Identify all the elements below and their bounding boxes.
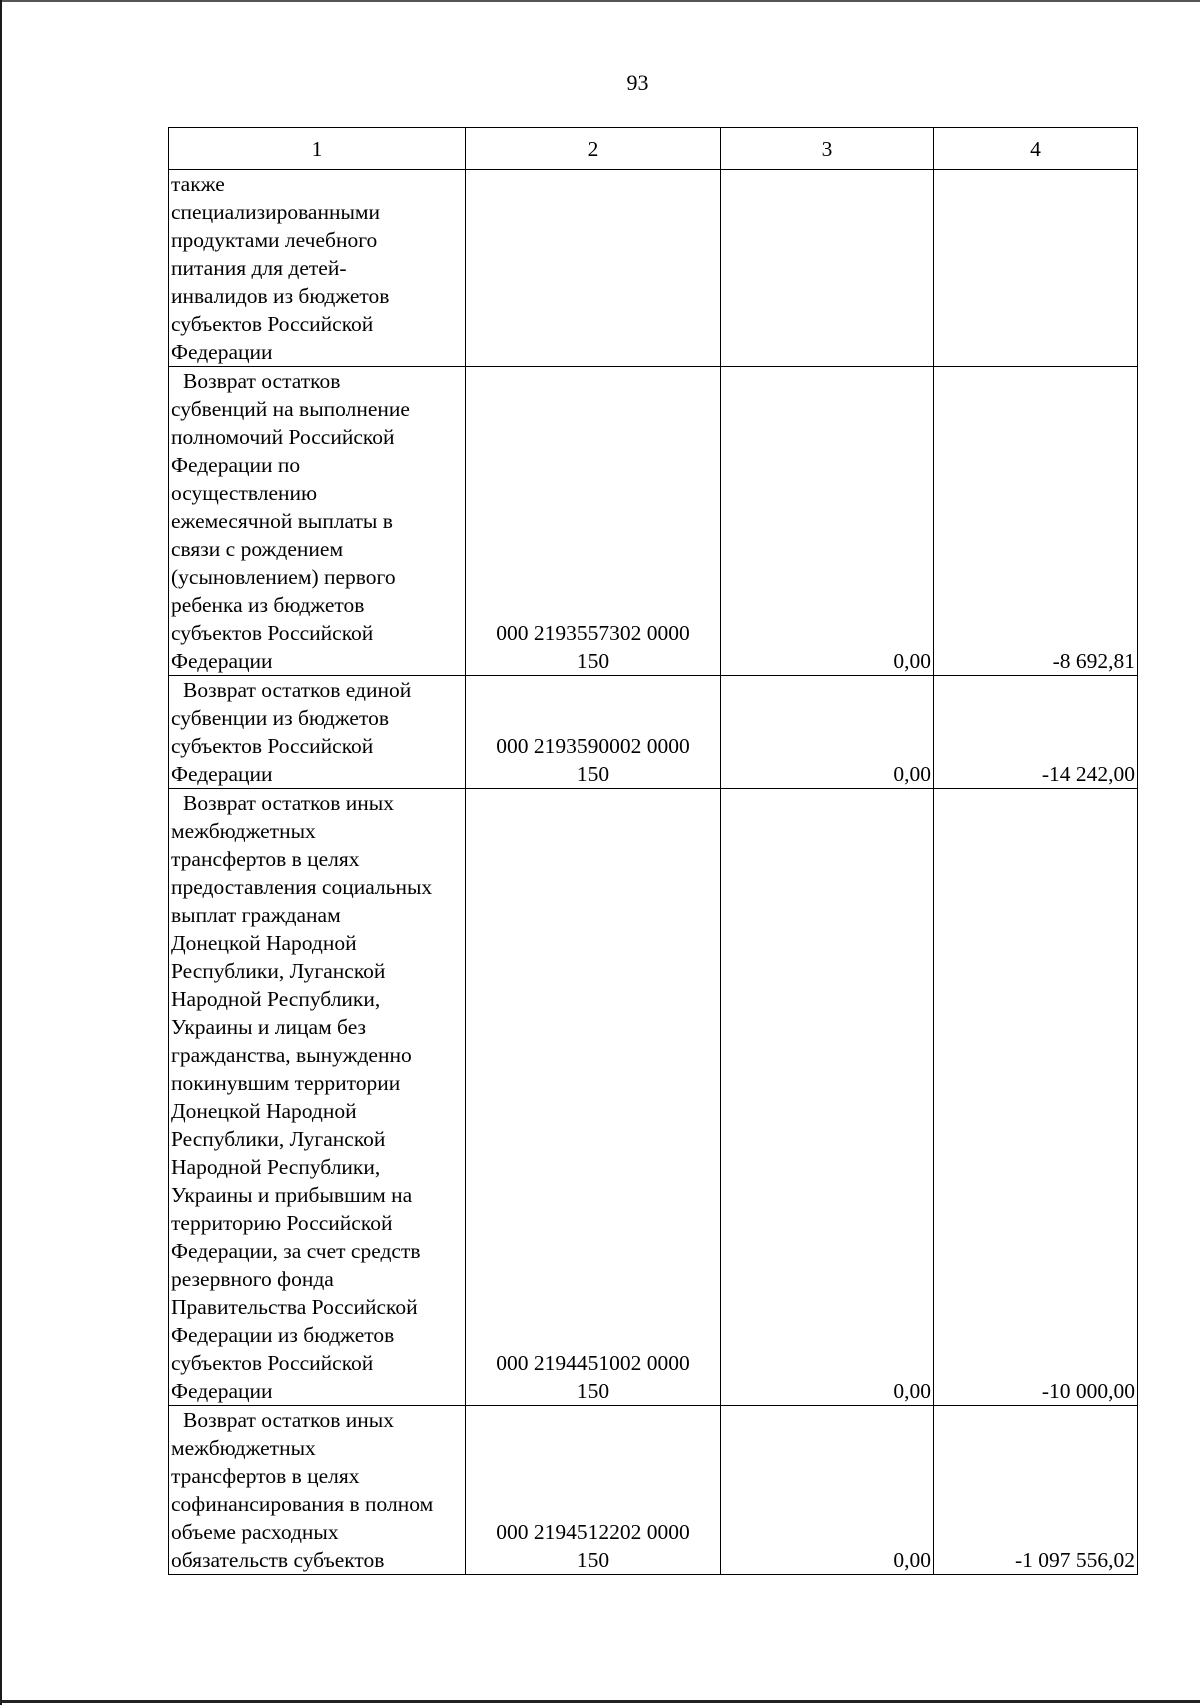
row-name-cell (169, 170, 466, 367)
name-line: Федерации (171, 649, 273, 673)
code-line: 150 (576, 649, 610, 673)
row-col4-value (934, 170, 1138, 367)
name-line: Правительства Российской (171, 1295, 418, 1319)
name-line: Федерации, за счет средств (171, 1239, 421, 1263)
name-line: субъектов Российской (171, 734, 374, 758)
name-line: специализированными (171, 200, 381, 224)
name-line: Украины и лицам без (171, 1015, 367, 1039)
name-line: Федерации из бюджетов (171, 1323, 395, 1347)
name-line: субвенций на выполнение (171, 397, 410, 421)
name-line: Федерации (171, 1379, 273, 1403)
name-line: Украины и прибывшим на (171, 1183, 413, 1207)
scan-edge-left (0, 0, 2, 1705)
name-line: Возврат остатков иных (183, 791, 394, 815)
scan-edge-top (0, 0, 1200, 2)
column-header-1: 1 (169, 128, 466, 170)
name-line: выплат гражданам (171, 903, 341, 927)
row-col4-value: -1 097 556,02 (934, 1406, 1138, 1575)
name-line: межбюджетных (171, 1436, 316, 1460)
row-col3-value (721, 170, 934, 367)
table-row (169, 367, 1138, 676)
name-line: Республики, Луганской (171, 959, 386, 983)
name-line: полномочий Российской (171, 425, 395, 449)
name-line: Федерации (171, 340, 273, 364)
row-col4-value: -14 242,00 (934, 676, 1138, 789)
name-line: софинансирования в полном (171, 1492, 434, 1516)
code-line: 000 2193557302 0000 (496, 621, 690, 645)
name-line: Федерации по (171, 453, 301, 477)
scan-edge-bottom (0, 1700, 1200, 1703)
table-row (169, 1406, 1138, 1575)
code-line: 150 (576, 1379, 610, 1403)
row-code-cell (466, 1406, 721, 1575)
name-line: осуществлению (171, 481, 318, 505)
row-col4-value: -10 000,00 (934, 789, 1138, 1406)
name-line: Республики, Луганской (171, 1127, 386, 1151)
row-col3-value: 0,00 (721, 1406, 934, 1575)
name-line: (усыновлением) первого (171, 565, 396, 589)
name-line: связи с рождением (171, 537, 344, 561)
row-name-cell (169, 1406, 466, 1575)
row-code-cell (466, 170, 721, 367)
row-name-cell (169, 367, 466, 676)
name-line: также (171, 172, 225, 196)
name-line: инвалидов из бюджетов (171, 284, 390, 308)
name-line: гражданства, вынужденно (171, 1043, 412, 1067)
name-line: субъектов Российской (171, 621, 374, 645)
name-line: субъектов Российской (171, 312, 374, 336)
name-line: Донецкой Народной (171, 1099, 357, 1123)
code-line: 000 2194451002 0000 (496, 1351, 690, 1375)
row-col3-value: 0,00 (721, 676, 934, 789)
row-col3-value: 0,00 (721, 367, 934, 676)
name-line: ребенка из бюджетов (171, 593, 365, 617)
name-line: межбюджетных (171, 819, 316, 843)
table-body (169, 170, 1138, 1575)
name-line: предоставления социальных (171, 875, 433, 899)
name-line: покинувшим территории (171, 1071, 401, 1095)
name-line: объеме расходных (171, 1520, 339, 1544)
row-name-cell (169, 789, 466, 1406)
row-name-cell (169, 676, 466, 789)
code-line: 150 (576, 762, 610, 786)
name-line: Возврат остатков (183, 369, 341, 393)
row-code-cell (466, 676, 721, 789)
column-header-2: 2 (466, 128, 721, 170)
table-row (169, 676, 1138, 789)
name-line: обязательств субъектов (171, 1548, 385, 1572)
name-line: Возврат остатков единой (183, 678, 412, 702)
name-line: резервного фонда (171, 1267, 334, 1291)
row-col3-value: 0,00 (721, 789, 934, 1406)
name-line: питания для детей- (171, 256, 347, 280)
name-line: трансфертов в целях (171, 847, 360, 871)
header-row (169, 128, 1138, 170)
name-line: Народной Республики, (171, 987, 381, 1011)
name-line: территорию Российской (171, 1211, 393, 1235)
budget-table (168, 127, 1138, 1575)
name-line: Донецкой Народной (171, 931, 357, 955)
name-line: Возврат остатков иных (183, 1408, 394, 1432)
table-row (169, 789, 1138, 1406)
column-header-3: 3 (721, 128, 934, 170)
code-line: 150 (576, 1548, 610, 1572)
name-line: субъектов Российской (171, 1351, 374, 1375)
column-header-4: 4 (934, 128, 1138, 170)
name-line: ежемесячной выплаты в (171, 509, 393, 533)
name-line: Федерации (171, 762, 273, 786)
row-col4-value: -8 692,81 (934, 367, 1138, 676)
page-number: 93 (626, 70, 649, 95)
code-line: 000 2193590002 0000 (496, 734, 690, 758)
name-line: трансфертов в целях (171, 1464, 360, 1488)
row-code-cell (466, 789, 721, 1406)
code-line: 000 2194512202 0000 (496, 1520, 690, 1544)
row-code-cell (466, 367, 721, 676)
table-row (169, 170, 1138, 367)
name-line: Народной Республики, (171, 1155, 381, 1179)
name-line: продуктами лечебного (171, 228, 378, 252)
name-line: субвенции из бюджетов (171, 706, 389, 730)
